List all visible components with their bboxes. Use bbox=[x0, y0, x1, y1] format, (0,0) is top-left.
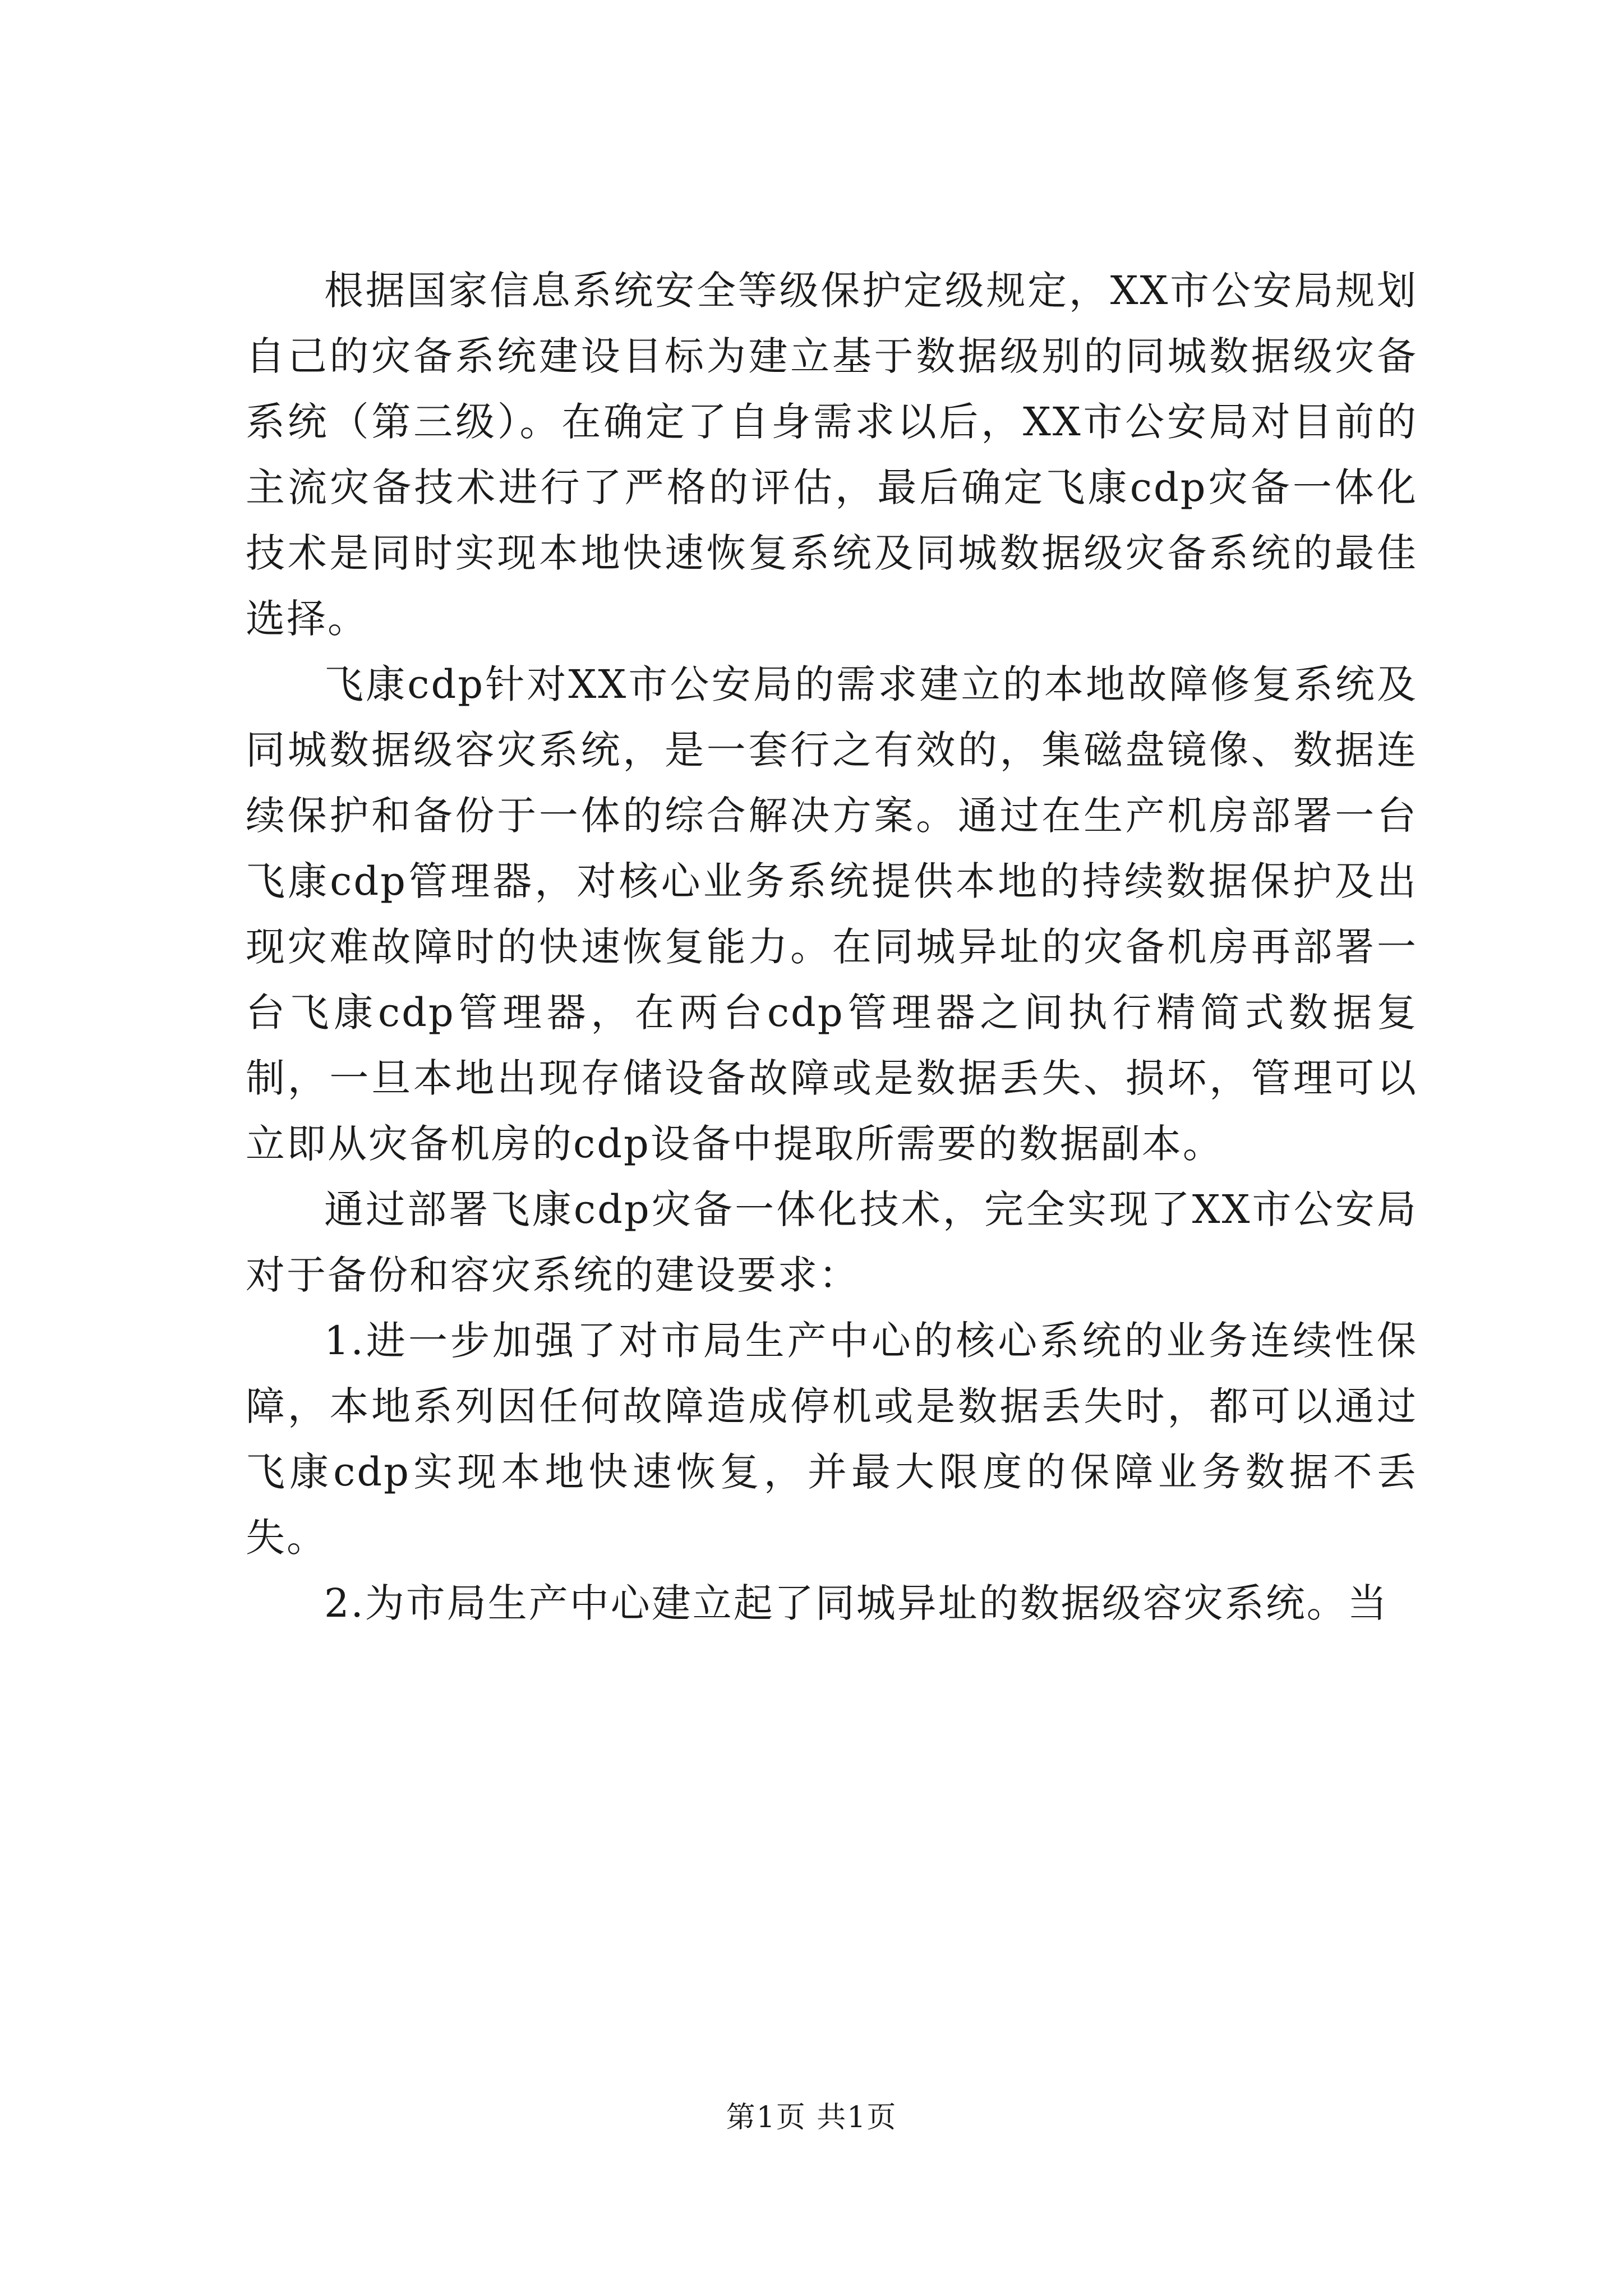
page-footer: 第1页 共1页 bbox=[726, 2101, 897, 2134]
document-body bbox=[246, 258, 1418, 1636]
paragraph-3: 通过部署飞康cdp灾备一体化技术，完全实现了XX市公安局对于备份和容灾系统的建设要求： bbox=[246, 1186, 1418, 1298]
paragraph-1: 根据国家信息系统安全等级保护定级规定，XX市公安局规划自己的灾备系统建设目标为建立基于数据级别的同城数据级灾备系统（第三级）。在确定了自身需求以后，XX市公安局对目前的主流灾备技术进行了严格的评估，最后确定飞康cdp灾备一体化技术是同时实现本地快速恢复系统及同城数据级灾备系统的最佳选择。 bbox=[246, 268, 1418, 642]
list-item-1: 1.进一步加强了对市局生产中心的核心系统的业务连续性保障，本地系列因任何故障造成停机或是数据丢失时，都可以通过飞康cdp实现本地快速恢复，并最大限度的保障业务数据不丢失。 bbox=[246, 1318, 1418, 1561]
list-item-2: 2.为市局生产中心建立起了同城异址的数据级容灾系统。当 bbox=[324, 1580, 1389, 1626]
paragraph-2: 飞康cdp针对XX市公安局的需求建立的本地故障修复系统及同城数据级容灾系统，是一套行之有效的，集磁盘镜像、数据连续保护和备份于一体的综合解决方案。通过在生产机房部署一台飞康cdp管理器，对核心业务系统提供本地的持续数据保护及出现灾难故障时的快速恢复能力。在同城异址的灾备机房再部署一台飞康cdp管理器，在两台cdp管理器之间执行精简式数据复制，一旦本地出现存储设备故障或是数据丢失、损坏，管理可以立即从灾备机房的cdp设备中提取所需要的数据副本。 bbox=[246, 661, 1418, 1167]
